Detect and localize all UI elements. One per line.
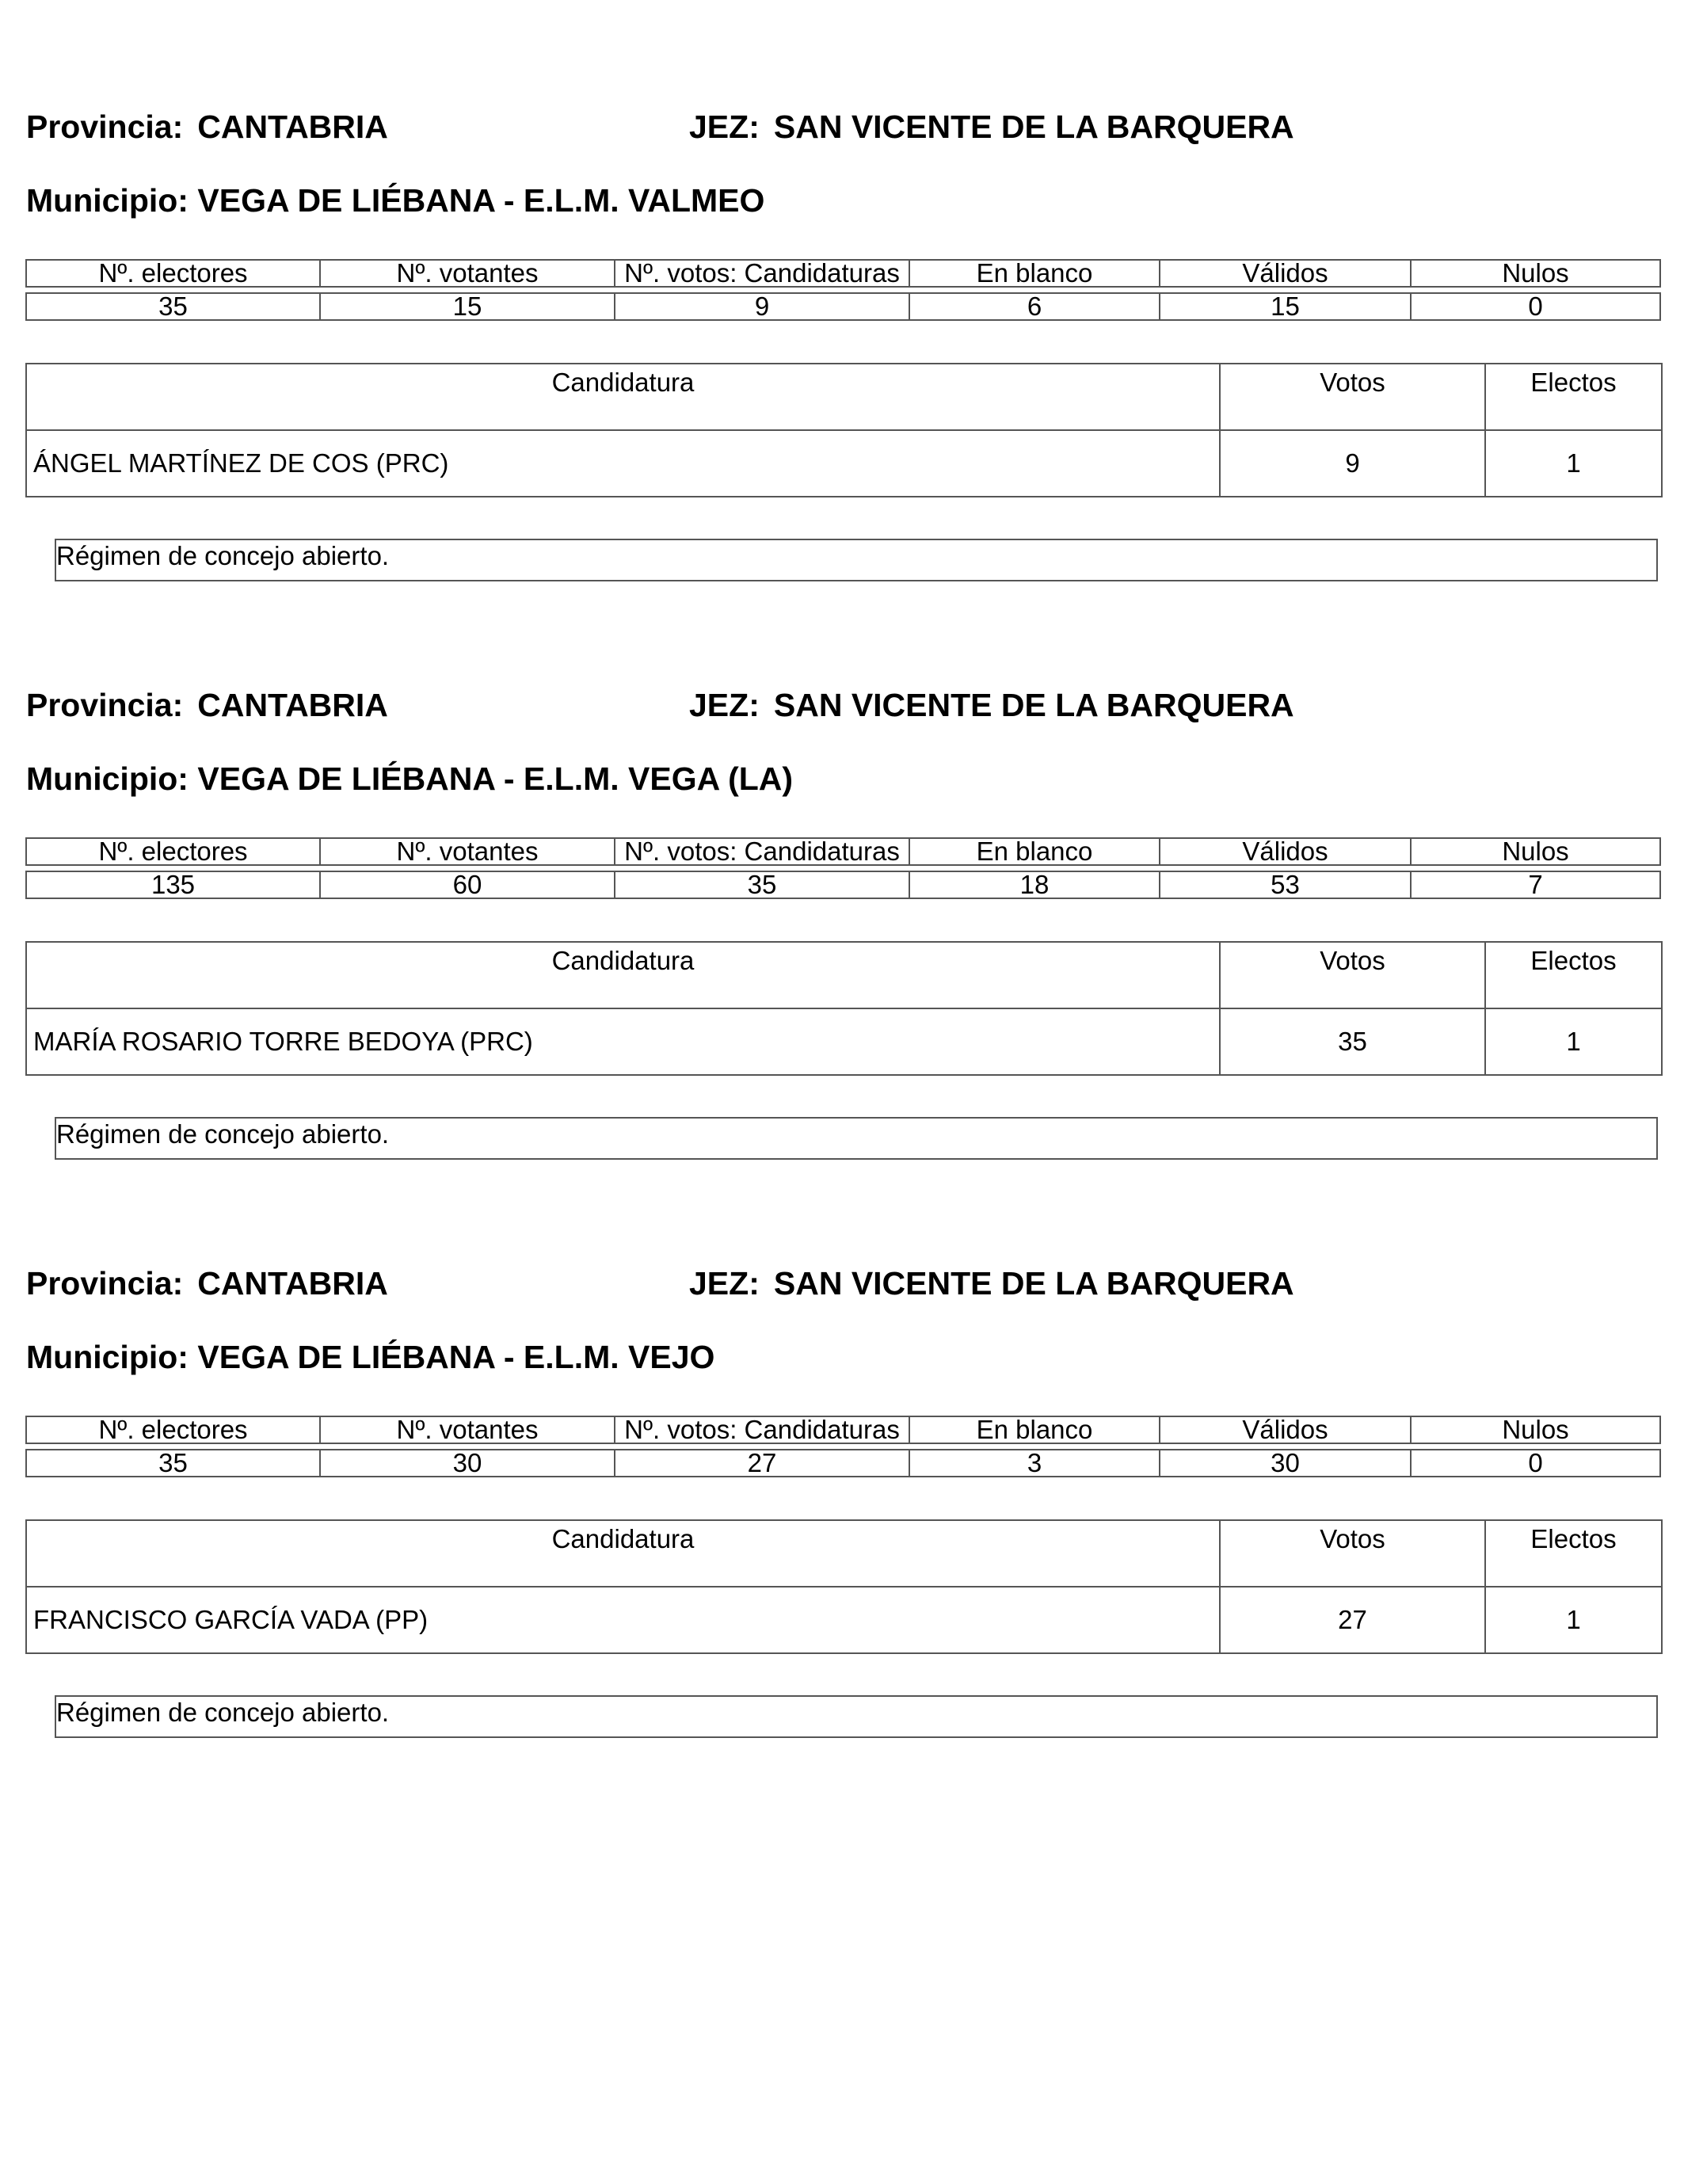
municipio-label: Municipio: — [26, 760, 189, 797]
note-box: Régimen de concejo abierto. — [55, 1695, 1658, 1738]
note-box: Régimen de concejo abierto. — [55, 539, 1658, 581]
candidate-row — [26, 1008, 1662, 1075]
municipio-value: VEGA DE LIÉBANA - E.L.M. VEJO — [197, 1339, 715, 1375]
stats-value-en-blanco: 18 — [909, 871, 1159, 899]
jez-label: JEZ: — [689, 1265, 760, 1302]
stats-value-row — [25, 871, 1661, 899]
stats-header-electores: Nº. electores — [25, 259, 319, 288]
candidate-votos: 9 — [1220, 430, 1485, 497]
municipio-line — [26, 1339, 714, 1376]
stats-value-validos: 15 — [1159, 292, 1410, 321]
stats-value-votantes: 15 — [319, 292, 614, 321]
candidatura-header: Candidatura — [26, 1520, 1220, 1587]
stats-value-electores: 135 — [25, 871, 319, 899]
stats-value-electores: 35 — [25, 1449, 319, 1477]
candidates-header-row — [26, 942, 1662, 1008]
candidatura-header: Candidatura — [26, 942, 1220, 1008]
stats-value-votos-candidaturas: 27 — [614, 1449, 909, 1477]
stats-value-validos: 30 — [1159, 1449, 1410, 1477]
jez-line — [689, 109, 1294, 146]
result-section-3 — [0, 1157, 1684, 1727]
jez-label: JEZ: — [689, 109, 760, 145]
stats-header-votantes: Nº. votantes — [319, 837, 614, 866]
candidate-electos: 1 — [1485, 1587, 1662, 1653]
stats-header-validos: Válidos — [1159, 837, 1410, 866]
jez-value: SAN VICENTE DE LA BARQUERA — [773, 1265, 1294, 1302]
stats-value-votantes: 60 — [319, 871, 614, 899]
stats-header-electores: Nº. electores — [25, 1416, 319, 1444]
votos-header: Votos — [1220, 1520, 1485, 1587]
stats-header-votantes: Nº. votantes — [319, 1416, 614, 1444]
stats-value-nulos: 0 — [1410, 292, 1661, 321]
provincia-value: CANTABRIA — [197, 687, 388, 723]
candidate-name: MARÍA ROSARIO TORRE BEDOYA (PRC) — [26, 1008, 1220, 1075]
municipio-value: VEGA DE LIÉBANA - E.L.M. VALMEO — [197, 182, 765, 219]
provincia-label: Provincia: — [26, 109, 184, 145]
electos-header: Electos — [1485, 364, 1662, 430]
stats-value-validos: 53 — [1159, 871, 1410, 899]
provincia-label: Provincia: — [26, 1265, 184, 1302]
candidates-table — [25, 941, 1663, 1076]
stats-header-en-blanco: En blanco — [909, 259, 1159, 288]
municipio-line — [26, 760, 793, 798]
stats-value-row — [25, 292, 1661, 321]
provincia-value: CANTABRIA — [197, 1265, 388, 1302]
stats-header-votos-candidaturas: Nº. votos: Candidaturas — [614, 259, 909, 288]
stats-header-validos: Válidos — [1159, 1416, 1410, 1444]
candidates-header-row — [26, 1520, 1662, 1587]
candidates-table — [25, 363, 1663, 497]
candidate-name: ÁNGEL MARTÍNEZ DE COS (PRC) — [26, 430, 1220, 497]
stats-table — [25, 254, 1661, 326]
candidate-votos: 27 — [1220, 1587, 1485, 1653]
stats-header-votos-candidaturas: Nº. votos: Candidaturas — [614, 837, 909, 866]
stats-table — [25, 833, 1661, 904]
stats-value-votantes: 30 — [319, 1449, 614, 1477]
jez-label: JEZ: — [689, 687, 760, 723]
stats-value-electores: 35 — [25, 292, 319, 321]
candidatura-header: Candidatura — [26, 364, 1220, 430]
stats-header-row — [25, 1416, 1661, 1444]
jez-line — [689, 687, 1294, 724]
stats-value-nulos: 7 — [1410, 871, 1661, 899]
stats-value-en-blanco: 6 — [909, 292, 1159, 321]
candidate-row — [26, 1587, 1662, 1653]
stats-header-electores: Nº. electores — [25, 837, 319, 866]
candidates-table — [25, 1519, 1663, 1654]
stats-value-votos-candidaturas: 35 — [614, 871, 909, 899]
votos-header: Votos — [1220, 942, 1485, 1008]
note-box: Régimen de concejo abierto. — [55, 1117, 1658, 1160]
stats-header-nulos: Nulos — [1410, 259, 1661, 288]
jez-line — [689, 1265, 1294, 1302]
result-section-2 — [0, 578, 1684, 1149]
jez-value: SAN VICENTE DE LA BARQUERA — [773, 109, 1294, 145]
electos-header: Electos — [1485, 1520, 1662, 1587]
candidate-electos: 1 — [1485, 1008, 1662, 1075]
provincia-label: Provincia: — [26, 687, 184, 723]
stats-header-en-blanco: En blanco — [909, 1416, 1159, 1444]
stats-header-nulos: Nulos — [1410, 837, 1661, 866]
candidates-header-row — [26, 364, 1662, 430]
municipio-line — [26, 182, 764, 219]
provincia-line — [26, 1265, 388, 1302]
candidate-votos: 35 — [1220, 1008, 1485, 1075]
provincia-line — [26, 109, 388, 146]
stats-table — [25, 1411, 1661, 1482]
result-section-1 — [0, 0, 1684, 570]
stats-header-en-blanco: En blanco — [909, 837, 1159, 866]
electos-header: Electos — [1485, 942, 1662, 1008]
candidate-row — [26, 430, 1662, 497]
municipio-value: VEGA DE LIÉBANA - E.L.M. VEGA (LA) — [197, 760, 794, 797]
stats-header-votantes: Nº. votantes — [319, 259, 614, 288]
stats-header-votos-candidaturas: Nº. votos: Candidaturas — [614, 1416, 909, 1444]
stats-value-en-blanco: 3 — [909, 1449, 1159, 1477]
provincia-value: CANTABRIA — [197, 109, 388, 145]
votos-header: Votos — [1220, 364, 1485, 430]
candidate-name: FRANCISCO GARCÍA VADA (PP) — [26, 1587, 1220, 1653]
municipio-label: Municipio: — [26, 182, 189, 219]
stats-header-row — [25, 837, 1661, 866]
stats-header-validos: Válidos — [1159, 259, 1410, 288]
municipio-label: Municipio: — [26, 1339, 189, 1375]
provincia-line — [26, 687, 388, 724]
stats-value-votos-candidaturas: 9 — [614, 292, 909, 321]
stats-header-nulos: Nulos — [1410, 1416, 1661, 1444]
jez-value: SAN VICENTE DE LA BARQUERA — [773, 687, 1294, 723]
stats-value-nulos: 0 — [1410, 1449, 1661, 1477]
candidate-electos: 1 — [1485, 430, 1662, 497]
stats-header-row — [25, 259, 1661, 288]
stats-value-row — [25, 1449, 1661, 1477]
